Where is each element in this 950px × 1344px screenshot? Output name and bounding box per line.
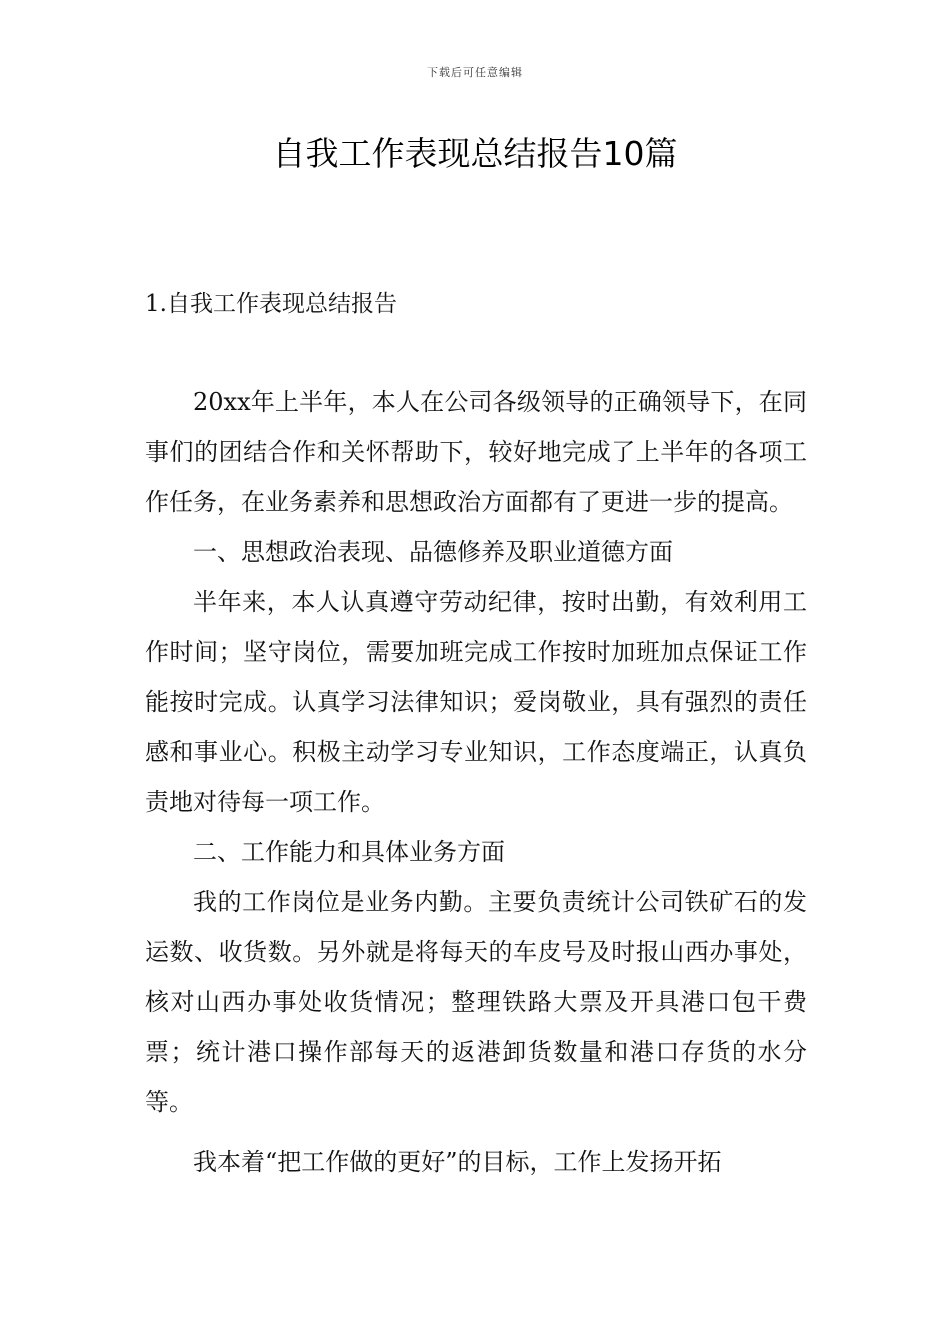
paragraph-goal: 我本着“把工作做的更好”的目标，工作上发扬开拓: [193, 1148, 722, 1176]
header-note: 下载后可任意编辑: [427, 66, 523, 79]
subheading-ability: 二、工作能力和具体业务方面: [193, 838, 505, 866]
subheading-ideology: 一、思想政治表现、品德修养及职业道德方面: [193, 538, 673, 566]
document-title: 自我工作表现总结报告10篇: [272, 134, 678, 173]
section-heading: 1.自我工作表现总结报告: [145, 291, 397, 317]
paragraph-ability: 我的工作岗位是业务内勤。主要负责统计公司铁矿石的发运数、收货数。另外就是将每天的车皮号及时报山西办事处，核对山西办事处收货情况；整理铁路大票及开具港口包干费票；统计港口操作部每天的返港卸货数量和港口存货的水分等。: [145, 888, 807, 1116]
paragraph-ideology: 半年来，本人认真遵守劳动纪律，按时出勤，有效利用工作时间；坚守岗位，需要加班完成工作按时加班加点保证工作能按时完成。认真学习法律知识；爱岗敬业，具有强烈的责任感和事业心。积极主动学习专业知识，工作态度端正，认真负责地对待每一项工作。: [145, 588, 807, 816]
paragraph-intro: 20xx年上半年，本人在公司各级领导的正确领导下，在同事们的团结合作和关怀帮助下，较好地完成了上半年的各项工作任务，在业务素养和思想政治方面都有了更进一步的提高。: [145, 388, 807, 516]
body-text: [145, 377, 807, 1187]
